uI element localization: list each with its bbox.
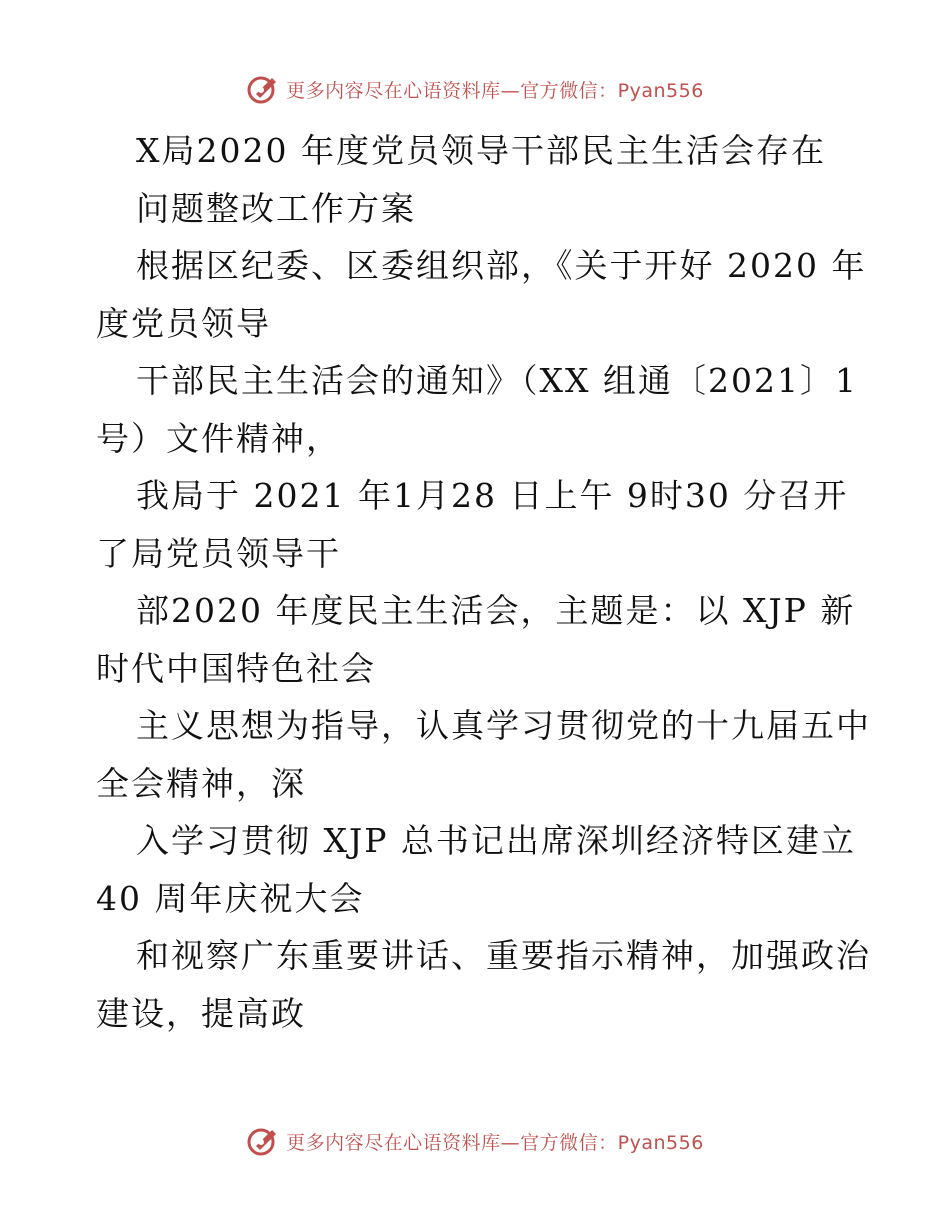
text-line: 问题整改工作方案 [136,188,416,228]
text-line: 40 周年庆祝大会 [96,878,365,918]
text-line: 了局党员领导干 [96,533,341,573]
pen-in-circle-icon [246,1124,280,1158]
watermark-text: 更多内容尽在心语资料库—官方微信：Pyan556 [286,79,704,102]
header-watermark [0,72,950,106]
watermark-text: 更多内容尽在心语资料库—官方微信：Pyan556 [286,1131,704,1154]
text-line: 时代中国特色社会 [96,648,376,688]
text-line: 我局于 2021 年1月28 日上午 9时30 分召开 [136,476,849,515]
text-line: 全会精神，深 [96,763,306,803]
text-line: 干部民主生活会的通知》（XX 组通〔2021〕1 [136,361,858,400]
text-line: 和视察广东重要讲话、重要指示精神，加强政治 [136,936,871,975]
text-line: 度党员领导 [96,303,271,343]
text-line: 入学习贯彻 XJP 总书记出席深圳经济特区建立 [136,821,856,860]
footer-watermark [0,1124,950,1158]
document-body [96,122,871,1042]
text-line: 号）文件精神， [96,418,341,458]
text-line: 建设，提高政 [96,993,306,1033]
text-line: 主义思想为指导，认真学习贯彻党的十九届五中 [136,706,871,745]
text-line: X局2020 年度党员领导干部民主生活会存在 [136,131,826,170]
text-line: 根据区纪委、区委组织部，《关于开好 2020 年 [136,246,867,285]
text-line: 部2020 年度民主生活会，主题是：以 XJP 新 [136,591,856,630]
pen-in-circle-icon [246,72,280,106]
